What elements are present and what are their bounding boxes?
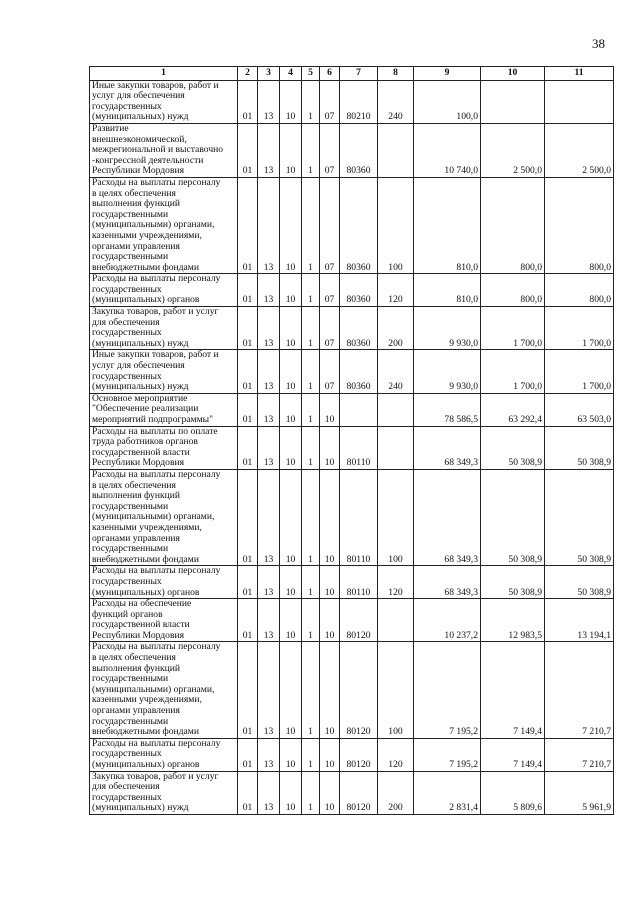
row-name-line: Развитие — [92, 122, 129, 134]
cell-c11 — [545, 80, 614, 123]
col-header: 8 — [378, 67, 414, 81]
table-row — [90, 123, 614, 177]
cell-c9: 9 930,0 — [414, 350, 481, 393]
row-name-line: выполнения функций — [92, 490, 181, 502]
row-name-line: Расходы на выплаты персоналу — [92, 641, 221, 653]
row-name-line: внебюджетными фондами — [92, 553, 199, 565]
cell-c10: 12 983,5 — [481, 599, 545, 642]
cell-c11: 5 961,9 — [545, 771, 614, 814]
cell-c9: 9 930,0 — [414, 307, 481, 350]
cell-c11: 1 700,0 — [545, 307, 614, 350]
row-name-line: органами управления — [92, 705, 180, 717]
cell-c11: 7 210,7 — [545, 738, 614, 771]
cell-c11: 7 210,7 — [545, 642, 614, 738]
cell-c5: 1 — [302, 80, 320, 123]
row-name-line: Иные закупки товаров, работ и — [92, 349, 219, 361]
cell-c6: 07 — [320, 307, 340, 350]
cell-c6: 07 — [320, 123, 340, 177]
cell-c11: 1 700,0 — [545, 350, 614, 393]
row-name-line: Расходы на выплаты персоналу — [92, 176, 221, 188]
row-name-line: (муниципальных) нужд — [92, 381, 189, 393]
cell-c6: 10 — [320, 566, 340, 599]
row-name-line: (муниципальными) органами, — [92, 683, 215, 695]
cell-c3: 13 — [258, 771, 280, 814]
row-name-line: органами управления — [92, 532, 180, 544]
row-name — [90, 393, 238, 426]
row-name-line: для обеспечения — [92, 781, 160, 793]
col-header: 9 — [414, 67, 481, 81]
cell-c8 — [378, 123, 414, 177]
row-name-line: выполнения функций — [92, 198, 181, 210]
cell-c10: 800,0 — [481, 177, 545, 273]
cell-c4: 10 — [280, 80, 302, 123]
row-name-line: государственных — [92, 575, 162, 587]
cell-c4: 10 — [280, 177, 302, 273]
row-name-line: (муниципальных) нужд — [92, 802, 189, 814]
row-name-line: (муниципальных) нужд — [92, 111, 189, 123]
row-name-line: государственных — [92, 327, 162, 339]
cell-c6: 07 — [320, 80, 340, 123]
row-name-line: для обеспечения — [92, 316, 160, 328]
cell-c2: 01 — [238, 123, 258, 177]
table-row — [90, 80, 614, 123]
cell-c3: 13 — [258, 566, 280, 599]
row-name-line: Расходы на обеспечение — [92, 598, 192, 610]
cell-c8: 120 — [378, 566, 414, 599]
cell-c7: 80360 — [340, 123, 378, 177]
cell-c2: 01 — [238, 642, 258, 738]
table-row — [90, 599, 614, 642]
cell-c11: 63 503,0 — [545, 393, 614, 426]
cell-c8: 100 — [378, 177, 414, 273]
row-name-line: государственных — [92, 791, 162, 803]
cell-c9: 68 349,3 — [414, 566, 481, 599]
row-name — [90, 566, 238, 599]
table-row — [90, 771, 614, 814]
cell-c10 — [481, 80, 545, 123]
row-name — [90, 80, 238, 123]
row-name-line: государственной власти — [92, 619, 190, 631]
header-row — [90, 67, 614, 81]
row-name-line: государственных — [92, 283, 162, 295]
cell-c2: 01 — [238, 599, 258, 642]
cell-c10: 5 809,6 — [481, 771, 545, 814]
row-name — [90, 738, 238, 771]
cell-c6: 07 — [320, 177, 340, 273]
cell-c8: 120 — [378, 738, 414, 771]
col-header: 2 — [238, 67, 258, 81]
row-name-line: (муниципальных) органов — [92, 759, 200, 770]
row-name-line: Республики Мордовия — [92, 457, 185, 469]
cell-c3: 13 — [258, 738, 280, 771]
row-name-line: Расходы на выплаты персоналу — [92, 468, 221, 480]
cell-c7: 80110 — [340, 469, 378, 565]
row-name-line: в целях обеспечения — [92, 187, 176, 199]
row-name-line: внебюджетными фондами — [92, 261, 199, 273]
col-header: 4 — [280, 67, 302, 81]
row-name-line: (муниципальных) органов — [92, 586, 200, 598]
cell-c7: 80120 — [340, 771, 378, 814]
cell-c3: 13 — [258, 177, 280, 273]
cell-c5: 1 — [302, 642, 320, 738]
col-header: 11 — [545, 67, 614, 81]
cell-c10: 7 149,4 — [481, 738, 545, 771]
cell-c3: 13 — [258, 350, 280, 393]
cell-c3: 13 — [258, 393, 280, 426]
cell-c3: 13 — [258, 426, 280, 469]
cell-c2: 01 — [238, 393, 258, 426]
cell-c5: 1 — [302, 426, 320, 469]
cell-c11: 800,0 — [545, 177, 614, 273]
cell-c8: 100 — [378, 469, 414, 565]
cell-c10: 63 292,4 — [481, 393, 545, 426]
cell-c7: 80110 — [340, 426, 378, 469]
row-name-line: государственными — [92, 543, 169, 555]
cell-c7 — [340, 393, 378, 426]
cell-c5: 1 — [302, 177, 320, 273]
table-row — [90, 469, 614, 565]
table-row — [90, 738, 614, 771]
cell-c3: 13 — [258, 599, 280, 642]
row-name-line: государственной власти — [92, 446, 190, 458]
cell-c4: 10 — [280, 393, 302, 426]
row-name-line: государственными — [92, 251, 169, 263]
cell-c7: 80210 — [340, 80, 378, 123]
cell-c9: 810,0 — [414, 274, 481, 307]
col-header: 5 — [302, 67, 320, 81]
cell-c6: 10 — [320, 771, 340, 814]
cell-c6: 10 — [320, 738, 340, 771]
cell-c2: 01 — [238, 80, 258, 123]
col-header: 1 — [90, 67, 238, 81]
cell-c11: 50 308,9 — [545, 566, 614, 599]
cell-c7: 80120 — [340, 642, 378, 738]
cell-c4: 10 — [280, 469, 302, 565]
cell-c5: 1 — [302, 393, 320, 426]
cell-c8 — [378, 393, 414, 426]
cell-c5: 1 — [302, 599, 320, 642]
row-name-line: государственными — [92, 500, 169, 512]
cell-c4: 10 — [280, 350, 302, 393]
row-name-line: Республики Мордовия — [92, 629, 185, 641]
col-header: 6 — [320, 67, 340, 81]
row-name-line: казенными учреждениями, — [92, 694, 202, 706]
cell-c4: 10 — [280, 123, 302, 177]
row-name-line: (муниципальными) органами, — [92, 219, 215, 231]
cell-c2: 01 — [238, 566, 258, 599]
cell-c3: 13 — [258, 469, 280, 565]
row-name — [90, 307, 238, 350]
cell-c7: 80120 — [340, 738, 378, 771]
cell-c9: 78 586,5 — [414, 393, 481, 426]
cell-c10: 50 308,9 — [481, 469, 545, 565]
row-name-line: Закупка товаров, работ и услуг — [92, 306, 219, 318]
cell-c5: 1 — [302, 771, 320, 814]
row-name-line: государственных — [92, 100, 162, 112]
row-name-line: в целях обеспечения — [92, 479, 176, 491]
cell-c8: 240 — [378, 350, 414, 393]
cell-c5: 1 — [302, 738, 320, 771]
cell-c8: 200 — [378, 307, 414, 350]
row-name — [90, 469, 238, 565]
row-name-line: Расходы на выплаты по оплате — [92, 425, 218, 437]
cell-c3: 13 — [258, 642, 280, 738]
cell-c4: 10 — [280, 566, 302, 599]
cell-c2: 01 — [238, 177, 258, 273]
cell-c6: 10 — [320, 642, 340, 738]
cell-c9: 68 349,3 — [414, 469, 481, 565]
table-row — [90, 426, 614, 469]
cell-c4: 10 — [280, 642, 302, 738]
row-name — [90, 274, 238, 307]
row-name-line: Иные закупки товаров, работ и — [92, 79, 219, 91]
budget-table — [89, 66, 614, 815]
cell-c9: 10 740,0 — [414, 123, 481, 177]
cell-c9: 68 349,3 — [414, 426, 481, 469]
cell-c9: 10 237,2 — [414, 599, 481, 642]
row-name-line: Закупка товаров, работ и услуг — [92, 770, 219, 782]
row-name-line: услуг для обеспечения — [92, 90, 185, 102]
table-row — [90, 566, 614, 599]
row-name-line: государственными — [92, 208, 169, 220]
cell-c6: 07 — [320, 350, 340, 393]
row-name-line: казенными учреждениями, — [92, 521, 202, 533]
cell-c9: 810,0 — [414, 177, 481, 273]
cell-c3: 13 — [258, 80, 280, 123]
cell-c11: 2 500,0 — [545, 123, 614, 177]
row-name-line: государственными — [92, 715, 169, 727]
table-row — [90, 177, 614, 273]
row-name-line: Расходы на выплаты персоналу — [92, 273, 221, 285]
row-name — [90, 771, 238, 814]
cell-c10: 7 149,4 — [481, 642, 545, 738]
cell-c5: 1 — [302, 469, 320, 565]
row-name-line: государственными — [92, 673, 169, 685]
col-header: 3 — [258, 67, 280, 81]
table-row — [90, 307, 614, 350]
row-name-line: выполнения функций — [92, 662, 181, 674]
table-row — [90, 642, 614, 738]
cell-c5: 1 — [302, 307, 320, 350]
cell-c6: 10 — [320, 426, 340, 469]
cell-c2: 01 — [238, 350, 258, 393]
table-row — [90, 393, 614, 426]
cell-c4: 10 — [280, 426, 302, 469]
cell-c8: 120 — [378, 274, 414, 307]
cell-c11: 50 308,9 — [545, 426, 614, 469]
cell-c9: 100,0 — [414, 80, 481, 123]
cell-c3: 13 — [258, 307, 280, 350]
row-name-line: казенными учреждениями, — [92, 229, 202, 241]
cell-c8: 240 — [378, 80, 414, 123]
row-name-line: (муниципальными) органами, — [92, 511, 215, 523]
row-name-line: межрегиональной и выставочно — [92, 144, 224, 156]
col-header: 7 — [340, 67, 378, 81]
row-name-line: "Обеспечение реализации — [92, 403, 199, 415]
cell-c2: 01 — [238, 771, 258, 814]
row-name-line: внебюджетными фондами — [92, 726, 199, 738]
row-name — [90, 123, 238, 177]
cell-c5: 1 — [302, 566, 320, 599]
cell-c2: 01 — [238, 307, 258, 350]
cell-c10: 2 500,0 — [481, 123, 545, 177]
cell-c10: 50 308,9 — [481, 426, 545, 469]
cell-c8 — [378, 599, 414, 642]
cell-c4: 10 — [280, 274, 302, 307]
row-name-line: функций органов — [92, 608, 163, 620]
cell-c7: 80120 — [340, 599, 378, 642]
table-row — [90, 350, 614, 393]
cell-c10: 1 700,0 — [481, 307, 545, 350]
cell-c6: 10 — [320, 393, 340, 426]
row-name — [90, 177, 238, 273]
row-name-line: мероприятий подпрограммы" — [92, 414, 214, 425]
cell-c11: 13 194,1 — [545, 599, 614, 642]
cell-c3: 13 — [258, 274, 280, 307]
cell-c7: 80360 — [340, 274, 378, 307]
row-name — [90, 599, 238, 642]
cell-c7: 80360 — [340, 307, 378, 350]
cell-c5: 1 — [302, 274, 320, 307]
cell-c2: 01 — [238, 274, 258, 307]
cell-c2: 01 — [238, 469, 258, 565]
row-name-line: Расходы на выплаты персоналу — [92, 565, 221, 577]
row-name — [90, 642, 238, 738]
cell-c3: 13 — [258, 123, 280, 177]
cell-c7: 80360 — [340, 177, 378, 273]
cell-c8 — [378, 426, 414, 469]
row-name-line: государственных — [92, 748, 162, 760]
cell-c9: 7 195,2 — [414, 738, 481, 771]
cell-c7: 80360 — [340, 350, 378, 393]
row-name-line: государственных — [92, 370, 162, 382]
cell-c4: 10 — [280, 307, 302, 350]
row-name-line: (муниципальных) органов — [92, 294, 200, 306]
cell-c10: 50 308,9 — [481, 566, 545, 599]
row-name-line: органами управления — [92, 240, 180, 252]
cell-c8: 100 — [378, 642, 414, 738]
cell-c8: 200 — [378, 771, 414, 814]
cell-c4: 10 — [280, 738, 302, 771]
row-name-line: -конгрессной деятельности — [92, 154, 204, 166]
cell-c5: 1 — [302, 350, 320, 393]
table-body — [90, 80, 614, 814]
row-name-line: в целях обеспечения — [92, 652, 176, 664]
row-name — [90, 350, 238, 393]
cell-c9: 7 195,2 — [414, 642, 481, 738]
table-row — [90, 274, 614, 307]
row-name-line: труда работников органов — [92, 436, 198, 448]
cell-c6: 10 — [320, 469, 340, 565]
cell-c4: 10 — [280, 771, 302, 814]
cell-c7: 80110 — [340, 566, 378, 599]
cell-c4: 10 — [280, 599, 302, 642]
cell-c2: 01 — [238, 738, 258, 771]
cell-c10: 1 700,0 — [481, 350, 545, 393]
col-header: 10 — [481, 67, 545, 81]
cell-c11: 800,0 — [545, 274, 614, 307]
cell-c11: 50 308,9 — [545, 469, 614, 565]
row-name-line: (муниципальных) нужд — [92, 337, 189, 349]
cell-c5: 1 — [302, 123, 320, 177]
row-name-line: Основное мероприятие — [92, 392, 188, 404]
page-number: 38 — [592, 36, 605, 51]
cell-c6: 10 — [320, 599, 340, 642]
cell-c9: 2 831,4 — [414, 771, 481, 814]
row-name-line: Республики Мордовия — [92, 165, 185, 177]
row-name-line: услуг для обеспечения — [92, 360, 185, 372]
row-name-line: Расходы на выплаты персоналу — [92, 737, 221, 749]
cell-c6: 07 — [320, 274, 340, 307]
cell-c2: 01 — [238, 426, 258, 469]
row-name-line: внешнеэкономической, — [92, 133, 187, 145]
row-name — [90, 426, 238, 469]
cell-c10: 800,0 — [481, 274, 545, 307]
